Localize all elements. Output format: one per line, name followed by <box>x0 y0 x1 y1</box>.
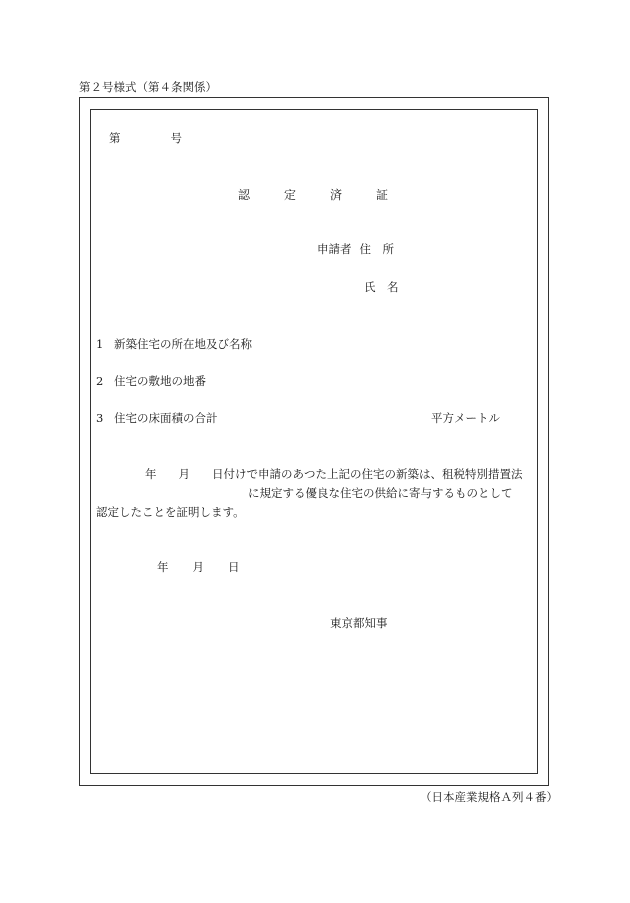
certification-line-2: に規定する優良な住宅の供給に寄与するものとして <box>248 486 513 500</box>
document-title <box>238 189 388 201</box>
item-text: 住宅の床面積の合計 <box>114 411 218 425</box>
cert-month: 月 <box>178 467 190 481</box>
address-label: 住 所 <box>359 242 394 256</box>
date-day: 日 <box>228 560 240 574</box>
certification-line-1 <box>145 469 523 481</box>
item-number: 2 <box>96 374 104 388</box>
applicant-name-line <box>364 282 399 294</box>
certification-line-3: 認定したことを証明します。 <box>96 505 245 519</box>
item-lot-number <box>96 376 206 388</box>
item-floor-area <box>96 413 218 425</box>
issue-date <box>157 562 240 574</box>
title-char-1: 認 <box>238 188 251 202</box>
form-number-label: 第２号様式（第４条関係） <box>79 80 217 94</box>
title-char-4: 証 <box>376 188 389 202</box>
applicant-address-line <box>317 244 394 256</box>
certificate-number-line <box>109 133 182 145</box>
item-text: 住宅の敷地の地番 <box>114 374 206 388</box>
cert-year: 年 <box>145 467 157 481</box>
number-prefix: 第 <box>109 131 121 145</box>
title-char-2: 定 <box>284 188 297 202</box>
item-number: 1 <box>96 337 104 351</box>
date-month: 月 <box>192 560 204 574</box>
cert-text: 日付けで申請のあつた上記の住宅の新築は、租税特別措置法 <box>212 467 523 481</box>
applicant-label: 申請者 <box>317 242 352 256</box>
date-year: 年 <box>157 560 169 574</box>
title-char-3: 済 <box>330 188 343 202</box>
name-label: 氏 名 <box>364 280 399 294</box>
issuer-title: 東京都知事 <box>330 616 388 630</box>
paper-standard-note: （日本産業規格Ａ列４番） <box>420 790 558 804</box>
area-unit: 平方メートル <box>431 411 500 425</box>
item-number: 3 <box>96 411 104 425</box>
item-location <box>96 339 252 351</box>
inner-border <box>90 109 538 774</box>
item-text: 新築住宅の所在地及び名称 <box>114 337 252 351</box>
number-suffix: 号 <box>170 131 182 145</box>
